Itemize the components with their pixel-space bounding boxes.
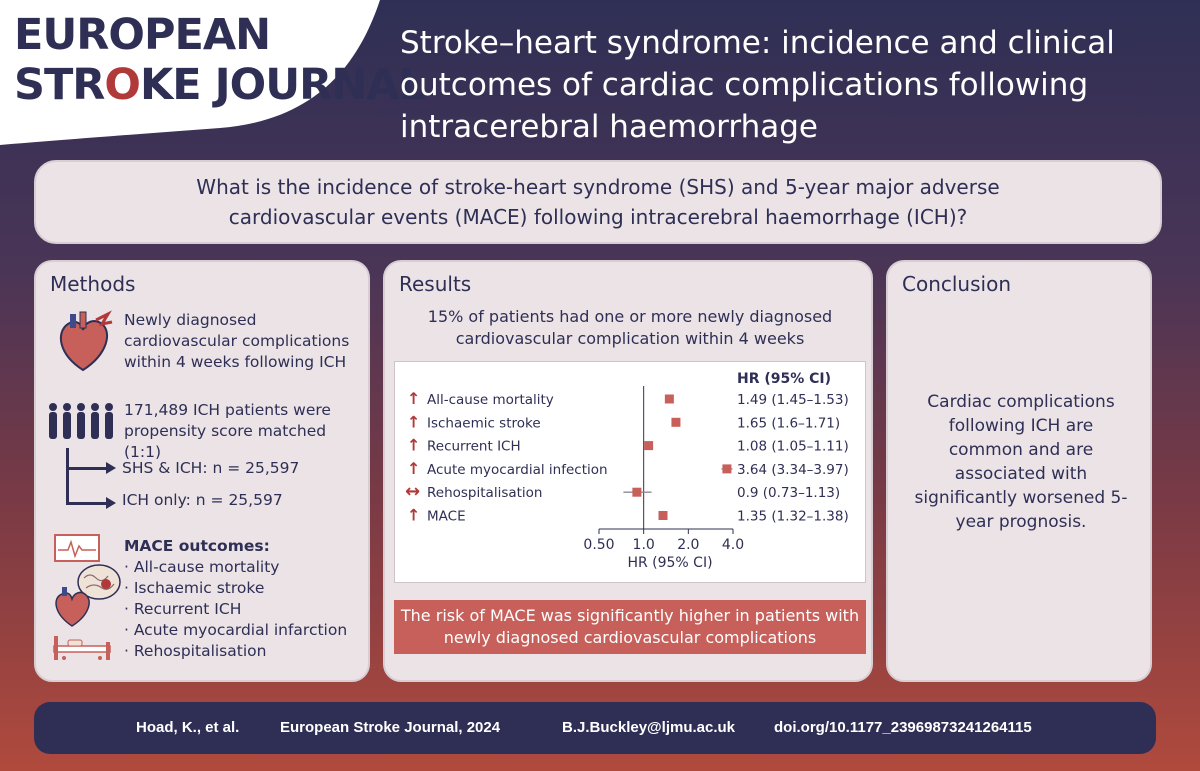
hr-marker <box>671 418 680 427</box>
conclusion-text: Cardiac complications following ICH are common and are associated with significantly worsened 5-year prognosis. <box>914 392 1128 532</box>
methods-heading: Methods <box>50 272 136 296</box>
mace-outcomes-heading: MACE outcomes: <box>124 537 270 555</box>
arrow-right-icon <box>106 462 116 474</box>
mace-outcome-item: · Ischaemic stroke <box>124 579 265 597</box>
outcome-label: All-cause mortality <box>427 392 554 408</box>
group-ich-only: ICH only: n = 25,597 <box>122 491 283 509</box>
outcome-label: MACE <box>427 508 466 525</box>
branch-line-vertical <box>66 448 69 504</box>
x-tick-label: 0.50 <box>583 537 615 553</box>
outcome-label: Recurrent ICH <box>427 438 521 455</box>
hr-ci-value: 1.35 (1.32–1.38) <box>737 508 849 525</box>
forest-header: HR (95% CI) <box>737 371 832 387</box>
footer-bar <box>34 702 1156 754</box>
forest-plot <box>394 361 866 583</box>
page-title: Stroke–heart syndrome: incidence and clinical outcomes of cardiac complications following intracerebral haemorrhage <box>400 25 1115 145</box>
hr-ci-value: 1.65 (1.6–1.71) <box>737 415 841 432</box>
risk-statement-text: The risk of MACE was significantly higher in patients with newly diagnosed cardiovascular complications <box>400 606 860 647</box>
hr-ci-value: 3.64 (3.34–3.97) <box>737 461 849 478</box>
arrow-right-icon <box>106 497 116 509</box>
branch-line-2 <box>66 502 108 505</box>
heart-icon <box>50 586 94 628</box>
outcome-label: Ischaemic stroke <box>427 415 541 432</box>
footer-doi-link[interactable]: doi.org/10.1177_23969873241264115 <box>774 719 1032 736</box>
hr-ci-value: 1.49 (1.45–1.53) <box>737 392 849 408</box>
ecg-monitor-icon <box>54 534 100 562</box>
results-heading: Results <box>399 272 472 296</box>
hospital-bed-icon <box>52 632 112 662</box>
up-arrow-icon: ↑ <box>407 505 421 525</box>
x-tick-label: 4.0 <box>721 537 745 553</box>
up-arrow-icon: ↑ <box>407 458 421 478</box>
outcome-label: Rehospitalisation <box>427 485 543 502</box>
up-arrow-icon: ↑ <box>407 435 421 455</box>
mace-outcome-item: · Recurrent ICH <box>124 600 242 618</box>
up-arrow-icon: ↑ <box>407 412 421 432</box>
methods-panel <box>34 260 370 682</box>
journal-logo <box>14 10 425 110</box>
logo-line-2: STROKE JOURNAL <box>14 60 425 110</box>
hr-marker <box>644 441 653 450</box>
group-shs-ich: SHS & ICH: n = 25,597 <box>122 459 300 477</box>
conclusion-panel <box>886 260 1152 682</box>
mace-outcome-item: · All-cause mortality <box>124 558 280 576</box>
results-summary: 15% of patients had one or more newly diagnosed cardiovascular complication within 4 weeks <box>427 307 833 348</box>
hr-marker <box>659 511 668 520</box>
research-question <box>34 160 1162 244</box>
heart-icon <box>50 310 116 376</box>
mace-outcome-item: · Acute myocardial infarction <box>124 621 348 639</box>
x-tick-label: 1.0 <box>632 537 655 553</box>
up-arrow-icon: ↑ <box>407 389 421 408</box>
hr-ci-value: 0.9 (0.73–1.13) <box>737 485 841 502</box>
research-question-text: What is the incidence of stroke-heart syndrome (SHS) and 5-year major adverse cardiovascular events (MACE) following intracerebral haemorrhage (ICH)? <box>196 175 1000 229</box>
double-arrow-icon: ↔ <box>405 481 421 503</box>
x-tick-label: 2.0 <box>677 537 700 553</box>
hr-marker <box>665 395 674 404</box>
results-panel <box>383 260 873 682</box>
logo-line-1: EUROPEAN <box>14 10 271 60</box>
methods-patients-text: 171,489 ICH patients were propensity score matched (1:1) <box>124 401 331 461</box>
methods-diagnosis-text: Newly diagnosed cardiovascular complications within 4 weeks following ICH <box>124 311 350 371</box>
outcome-label: Acute myocardial infection <box>427 461 608 478</box>
risk-statement <box>394 600 866 654</box>
hr-marker <box>722 464 731 473</box>
forest-plot-svg <box>395 362 867 584</box>
x-axis-label: HR (95% CI) <box>627 555 713 571</box>
footer-journal: European Stroke Journal, 2024 <box>280 719 501 736</box>
people-icon <box>46 402 118 440</box>
footer-email-link[interactable]: B.J.Buckley@ljmu.ac.uk <box>562 719 736 736</box>
mace-outcome-item: · Rehospitalisation <box>124 642 267 660</box>
footer-authors: Hoad, K., et al. <box>136 719 240 736</box>
hr-ci-value: 1.08 (1.05–1.11) <box>737 438 849 455</box>
hr-marker <box>632 488 641 497</box>
conclusion-heading: Conclusion <box>902 272 1011 296</box>
branch-line-1 <box>66 467 108 470</box>
